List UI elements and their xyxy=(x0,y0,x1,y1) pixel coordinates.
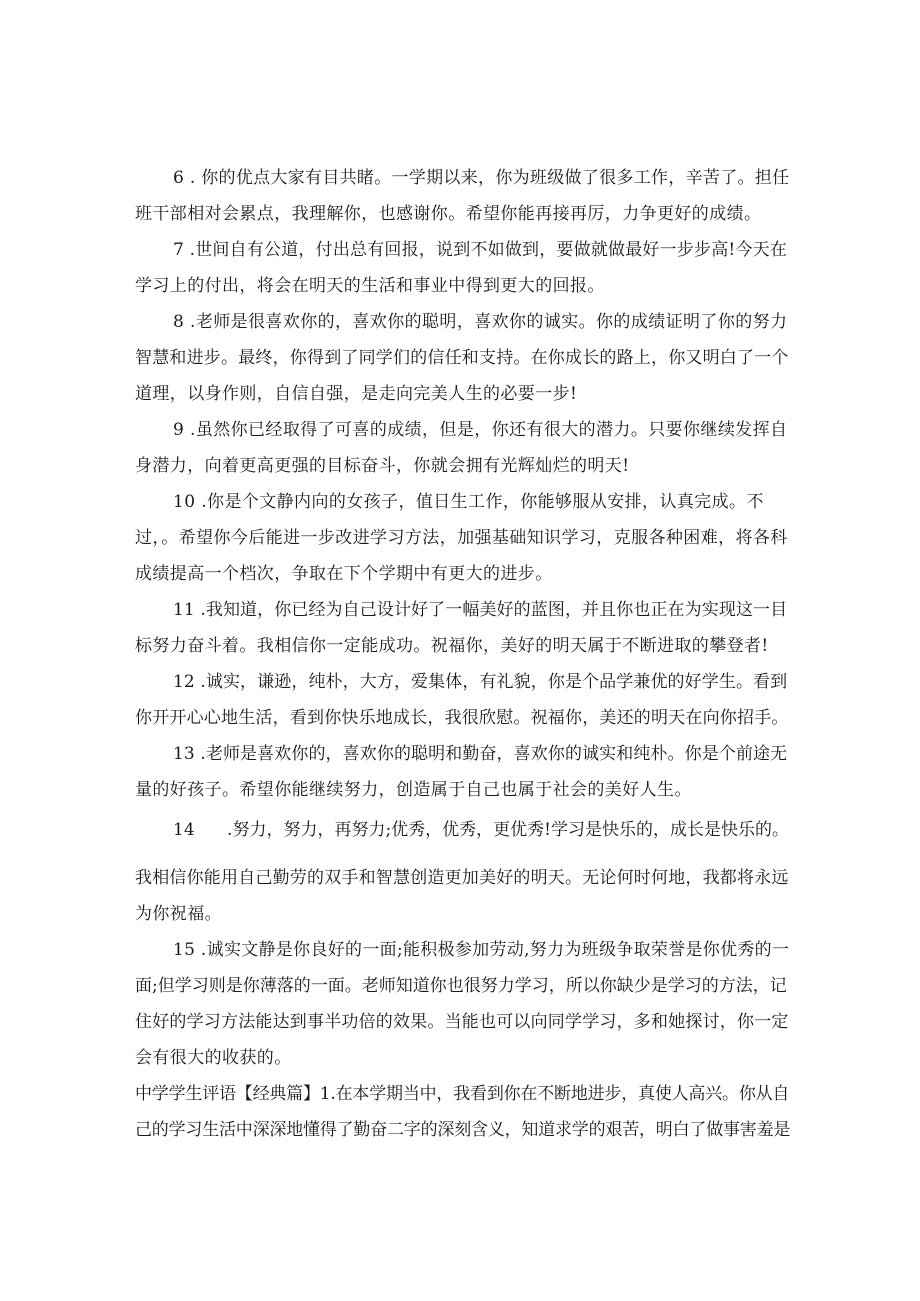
text-line-24: 住好的学习方法能达到事半功倍的效果。当能也可以向同学学习，多和她探讨，你一定 xyxy=(135,1012,789,1032)
text-line-21: 为你祝福。 xyxy=(135,904,222,924)
text-line-23: 面;但学习则是你薄落的一面。老师知道你也很努力学习，所以你缺少是学习的方法，记 xyxy=(135,976,787,996)
text-line-16: 你开开心心地生活，看到你快乐地成长，我很欣慰。祝福你，美还的明天在向你招手。 xyxy=(135,708,789,728)
text-line-9: 身潜力，向着更高更强的目标奋斗，你就会拥有光辉灿烂的明天! xyxy=(135,456,630,476)
text-line-27: 己的学习生活中深深地懂得了勤奋二字的深刻含义，知道求学的艰苦，明白了做事害羞是 xyxy=(135,1120,791,1140)
text-line-4: 学习上的付出，将会在明天的生活和事业中得到更大的回报。 xyxy=(135,276,605,296)
text-line-17: 13 .老师是喜欢你的，喜欢你的聪明和勤奋，喜欢你的诚实和纯朴。你是个前途无 xyxy=(173,744,788,764)
text-line-7: 道理，以身作则，自信自强，是走向完美人生的必要一步! xyxy=(135,384,578,404)
text-line-18: 量的好孩子。希望你能继续努力，创造属于自己也属于社会的美好人生。 xyxy=(135,780,692,800)
text-line-5: 8 .老师是很喜欢你的，喜欢你的聪明，喜欢你的诚实。你的成绩证明了你的努力 xyxy=(173,312,788,332)
text-line-19: 14 .努力，努力，再努力;优秀，优秀，更优秀!学习是快乐的，成长是快乐的。 xyxy=(173,820,790,840)
text-line-13: 11 .我知道，你已经为自己设计好了一幅美好的蓝图，并且你也正在为实现这一目 xyxy=(173,600,788,620)
text-line-26: 中学学生评语【经典篇】1.在本学期当中，我看到你在不断地进步，真使人高兴。你从自 xyxy=(135,1084,790,1104)
text-line-25: 会有很大的收获的。 xyxy=(135,1048,292,1068)
text-line-6: 智慧和进步。最终，你得到了同学们的信任和支持。在你成长的路上，你又明白了一个 xyxy=(135,348,789,368)
text-line-20: 我相信你能用自己勤劳的双手和智慧创造更加美好的明天。无论何时何地，我都将永远 xyxy=(135,868,789,888)
text-line-1: 6 . 你的优点大家有目共睹。一学期以来，你为班级做了很多工作，辛苦了。担任 xyxy=(173,168,790,188)
text-line-22: 15 .诚实文静是你良好的一面;能积极参加劳动,努力为班级争取荣誉是你优秀的一 xyxy=(173,940,790,960)
text-line-12: 成绩提高一个档次，争取在下个学期中有更大的进步。 xyxy=(135,564,553,584)
text-line-2: 班干部相对会累点，我理解你，也感谢你。希望你能再接再厉，力争更好的成绩。 xyxy=(135,204,762,224)
text-line-8: 9 .虽然你已经取得了可喜的成绩，但是，你还有很大的潜力。只要你继续发挥自 xyxy=(173,420,788,440)
text-line-14: 标努力奋斗着。我相信你一定能成功。祝福你，美好的明天属于不断进取的攀登者! xyxy=(135,636,769,656)
text-line-10: 10 .你是个文静内向的女孩子，值日生工作，你能够服从安排，认真完成。不 xyxy=(173,492,764,512)
text-line-11: 过，。希望你今后能进一步改进学习方法，加强基础知识学习，克服各种困难，将各科 xyxy=(135,528,788,548)
text-line-3: 7 .世间自有公道，付出总有回报，说到不如做到，要做就做最好一步步高!今天在 xyxy=(173,240,788,260)
text-line-15: 12 .诚实，谦逊，纯朴，大方，爱集体，有礼貌，你是个品学兼优的好学生。看到 xyxy=(173,672,788,692)
